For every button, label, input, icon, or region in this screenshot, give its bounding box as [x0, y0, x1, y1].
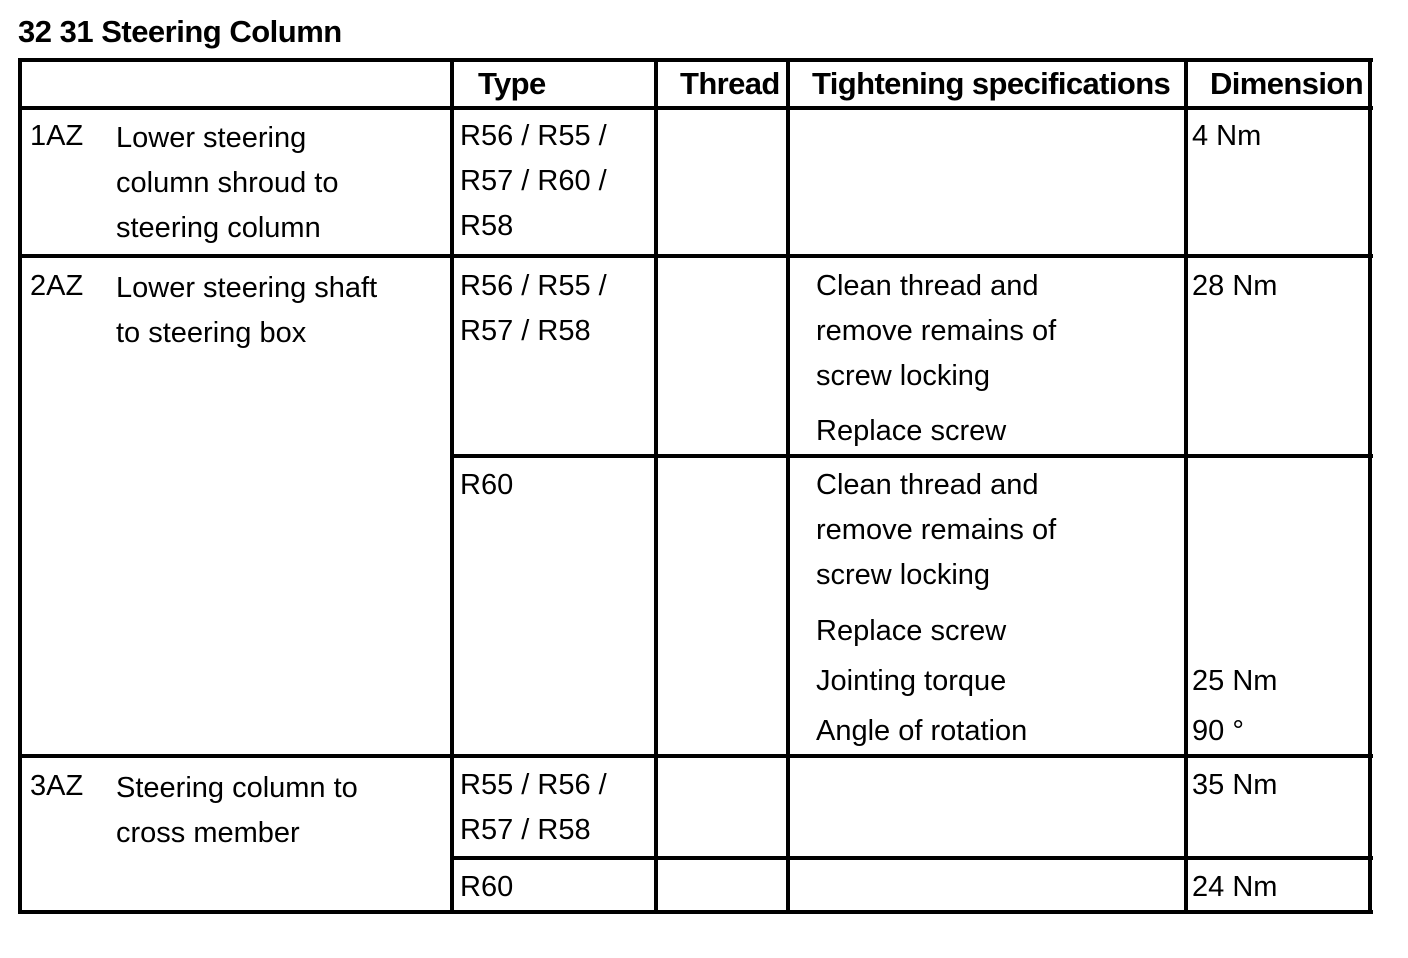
type-cell: R60 [460, 871, 514, 903]
page-title: 32 31 Steering Column [18, 14, 342, 49]
header-thread: Thread [680, 66, 780, 101]
table-border-left [18, 58, 22, 914]
row-divider-2 [18, 754, 1373, 758]
spec-cell: Clean thread and [816, 270, 1039, 302]
spec-cell: Angle of rotation [816, 715, 1028, 747]
type-cell: R57 / R58 [460, 814, 591, 846]
dimension-cell: 4 Nm [1192, 120, 1262, 152]
row-code: 1AZ [30, 120, 84, 152]
spec-cell: Replace screw [816, 615, 1007, 647]
col-divider-spec [786, 58, 790, 914]
spec-cell: Replace screw [816, 415, 1007, 447]
type-cell: R55 / R56 / [460, 769, 607, 801]
row-description: cross member [116, 817, 300, 849]
col-divider-dimension [1184, 58, 1188, 914]
type-cell: R56 / R55 / [460, 270, 607, 302]
row-code: 2AZ [30, 270, 84, 302]
row-description: column shroud to [116, 167, 339, 199]
header-type: Type [478, 66, 546, 101]
table-border-bottom [18, 910, 1373, 914]
row-divider-1 [18, 254, 1373, 258]
header-dimension: Dimension [1210, 66, 1364, 101]
type-cell: R57 / R58 [460, 315, 591, 347]
spec-cell: remove remains of [816, 315, 1057, 347]
spec-cell: remove remains of [816, 514, 1057, 546]
table-border-right [1368, 58, 1372, 914]
row-description: Lower steering [116, 122, 307, 154]
row-divider-2a [452, 454, 1373, 458]
col-divider-thread [654, 58, 658, 914]
header-tightening: Tightening specifications [812, 66, 1171, 101]
row-description: steering column [116, 212, 321, 244]
dimension-cell: 90 ° [1192, 715, 1244, 747]
dimension-cell: 35 Nm [1192, 769, 1278, 801]
table-border-top [18, 58, 1373, 62]
row-divider-3a [452, 856, 1373, 860]
dimension-cell: 28 Nm [1192, 270, 1278, 302]
spec-cell: screw locking [816, 360, 991, 392]
type-cell: R60 [460, 469, 514, 501]
spec-cell: Clean thread and [816, 469, 1039, 501]
row-description: to steering box [116, 317, 307, 349]
row-code: 3AZ [30, 770, 84, 802]
type-cell: R56 / R55 / [460, 120, 607, 152]
type-cell: R57 / R60 / [460, 165, 607, 197]
row-description: Lower steering shaft [116, 272, 378, 304]
dimension-cell: 24 Nm [1192, 871, 1278, 903]
col-divider-type [450, 58, 454, 914]
spec-cell: Jointing torque [816, 665, 1007, 697]
spec-cell: screw locking [816, 559, 991, 591]
row-description: Steering column to [116, 772, 358, 804]
table-header-divider [18, 106, 1373, 110]
dimension-cell: 25 Nm [1192, 665, 1278, 697]
type-cell: R58 [460, 210, 514, 242]
